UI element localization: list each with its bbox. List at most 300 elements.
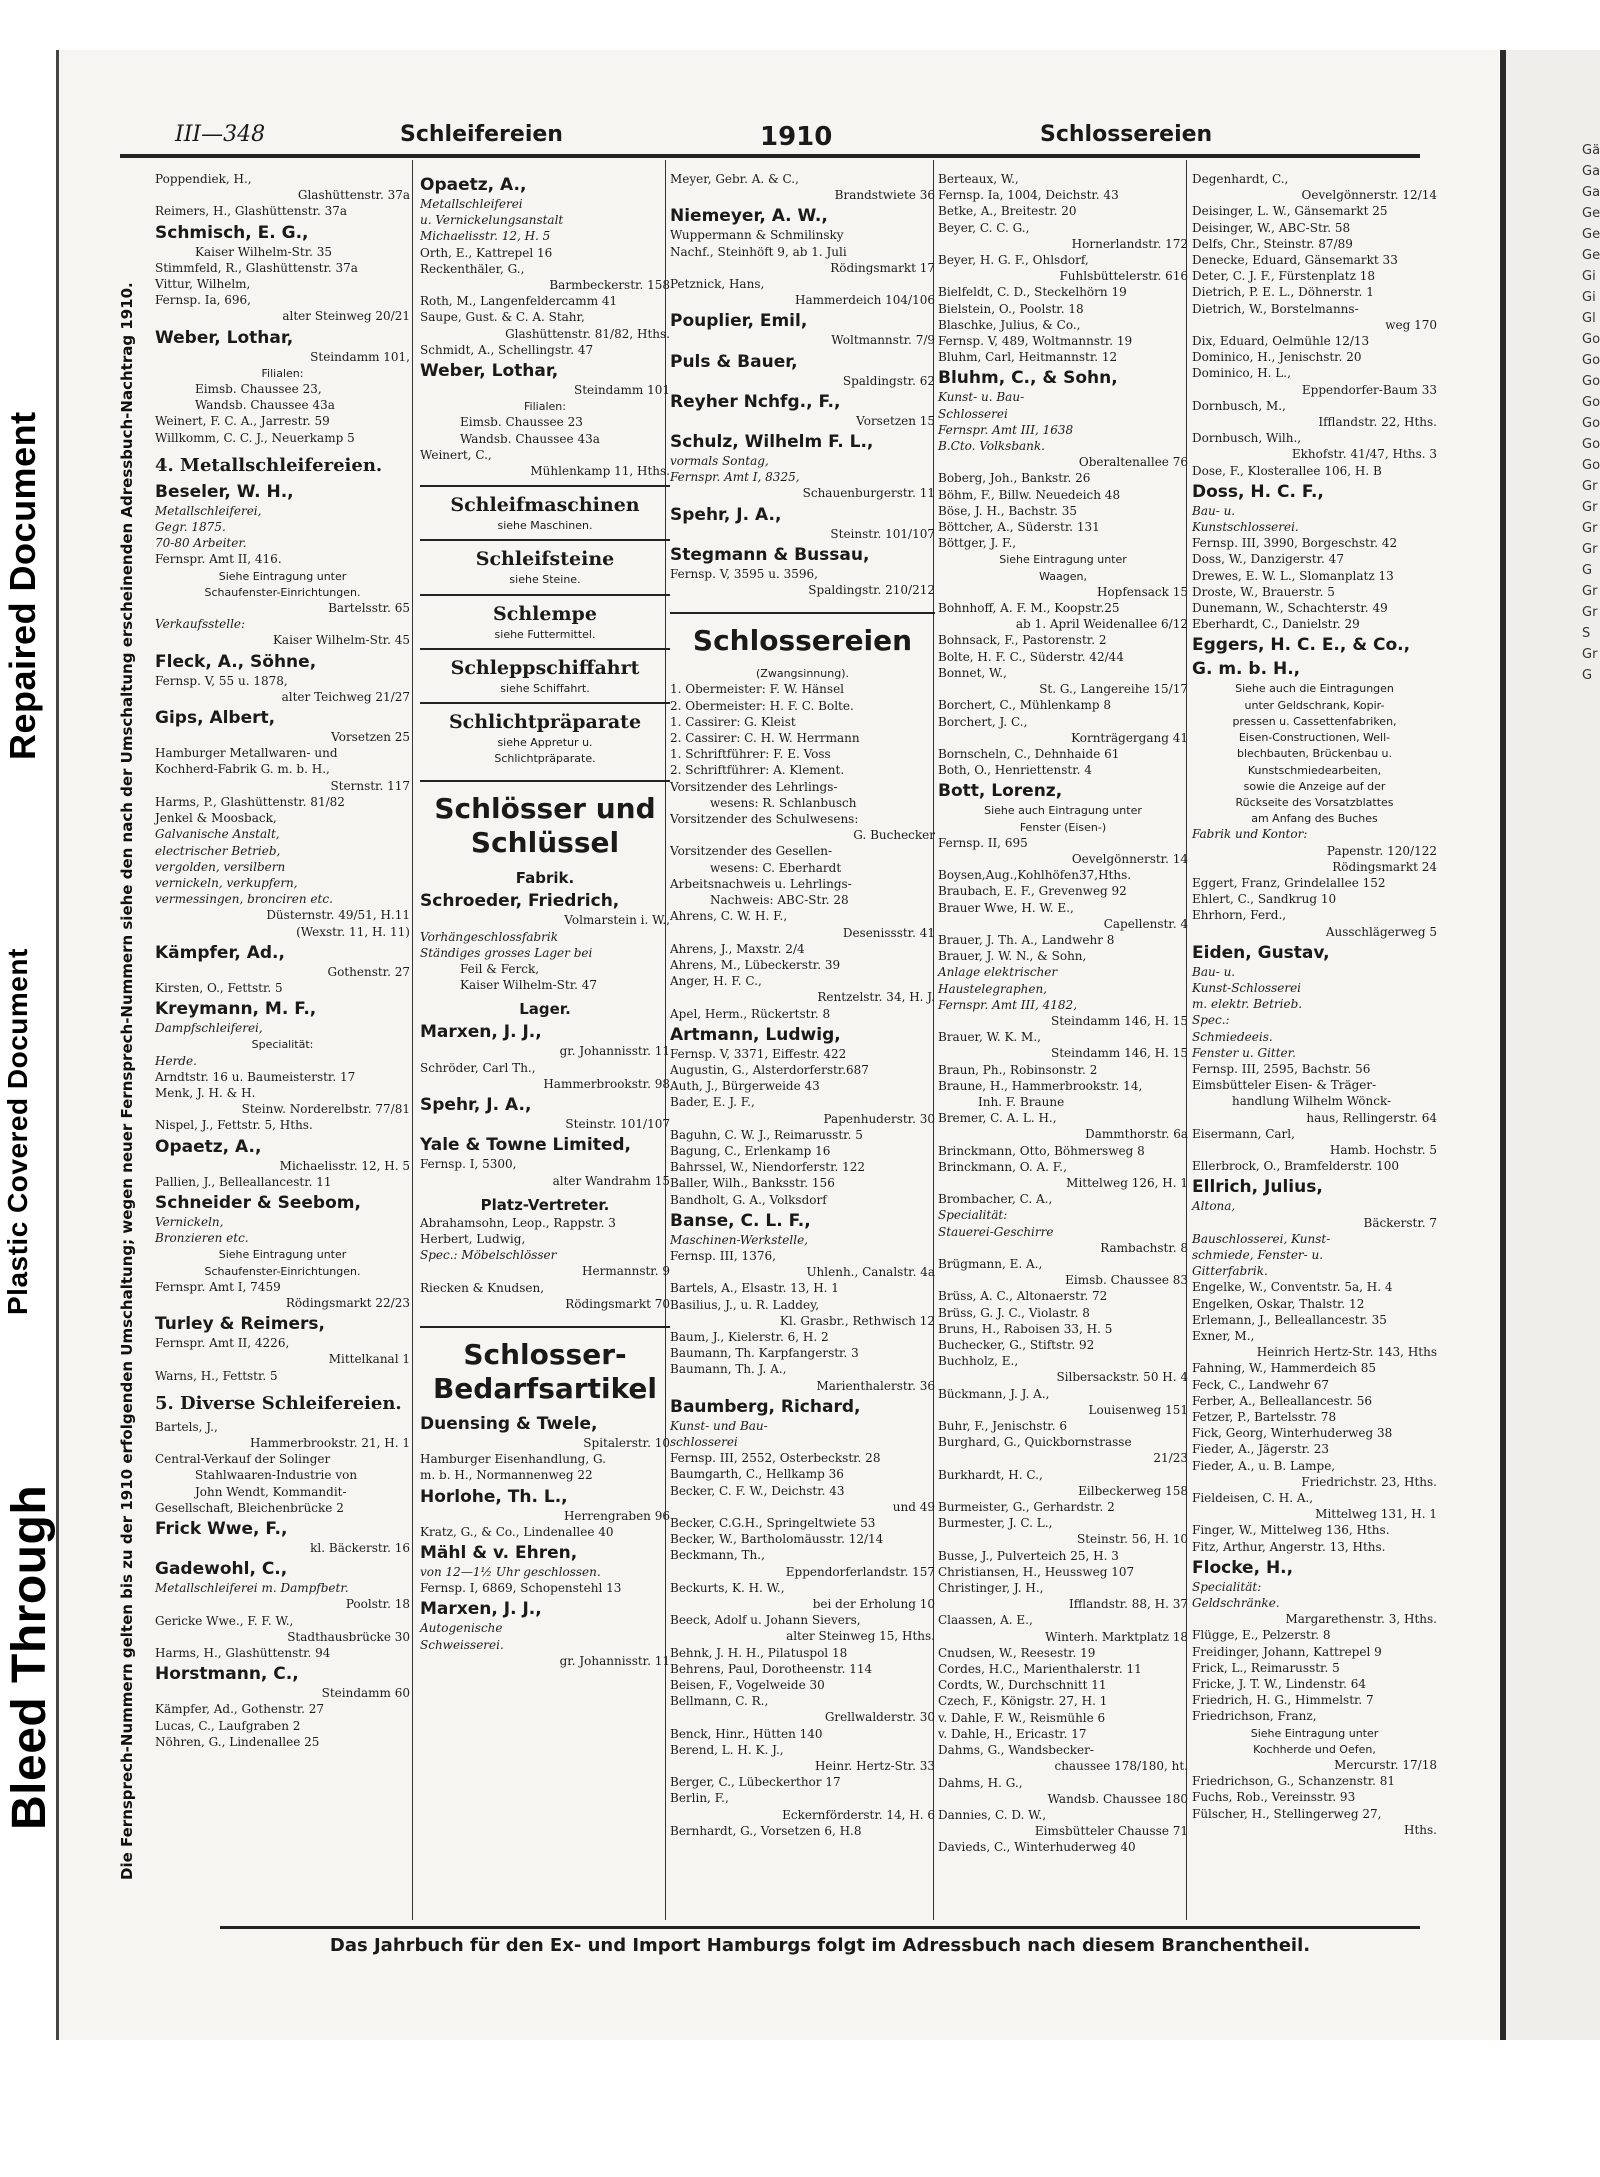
section-heading: Schleppschiffahrt [420,648,670,680]
directory-line: Bader, E. J. F., [670,1095,755,1110]
directory-line: Hammerdeich 104/106 [795,293,935,308]
directory-line: Buchecker, G., Stiftstr. 92 [938,1338,1095,1353]
vertical-side-note: Die Fernsprech-Nummern gelten bis zu der 1910 erfolgenden Umschaltung; wegen neuer Fernsprech-Nummern siehe den nach der Umschaltung erscheinenden Adressbuch-Nachtrag 1910. [118,282,136,1880]
directory-line: Feck, C., Landwehr 67 [1192,1377,1330,1392]
directory-line: Siehe auch die Eintragungen [1235,682,1394,696]
directory-line: Autogenische [420,1621,503,1636]
directory-line: Rückseite des Vorsatzblattes [1235,795,1394,809]
directory-line: 1. Schriftführer: F. E. Voss [670,747,831,762]
directory-line: Deter, C. J. F., Fürstenplatz 18 [1192,269,1375,284]
directory-line: Freidinger, Johann, Kattrepel 9 [1192,1644,1382,1659]
directory-line: Exner, M., [1192,1329,1255,1343]
directory-line: Metallschleiferei m. Dampfbetr. [155,1581,349,1596]
directory-line: Engelken, Oskar, Thalstr. 12 [1192,1296,1365,1311]
directory-line: 2. Cassirer: C. H. W. Herrmann [670,731,860,746]
directory-line: Stimmfeld, R., Glashüttenstr. 37a [155,260,358,275]
directory-entry-name: Bluhm, C., & Sohn, [938,368,1118,389]
section-heading: 4. Metallschleifereien. [155,454,383,476]
directory-line: Woltmannstr. 7/9 [831,333,935,348]
directory-line: Galvanische Anstalt, [155,827,280,842]
directory-line: Hammerbrookstr. 98 [543,1076,670,1091]
directory-line: Kratz, G., & Co., Lindenallee 40 [420,1524,614,1539]
directory-line: Erlemann, J., Belleallancestr. 35 [1192,1312,1387,1327]
directory-line: Siehe Eintragung unter [218,1248,347,1262]
directory-line: und 49 [892,1499,935,1514]
directory-line: pressen u. Cassettenfabriken, [1232,714,1397,728]
directory-line: Bau- u. [1192,503,1236,518]
directory-line: Metallschleiferei, [155,503,262,518]
directory-line: Volmarstein i. W., [564,913,670,928]
directory-line: Burmeister, G., Gerhardstr. 2 [938,1500,1115,1515]
directory-line: Orth, E., Kattrepel 16 [420,245,553,260]
directory-line: Kunstschmiedearbeiten, [1247,763,1382,777]
directory-entry-name: Schmisch, E. G., [155,222,309,243]
directory-line: Delfs, Chr., Steinstr. 87/89 [1192,236,1353,251]
header-right-title: Schlossereien [1040,122,1213,147]
directory-line: Kunstschlosserei. [1192,520,1299,535]
directory-line: B.Cto. Volksbank. [938,439,1045,454]
directory-line: Brauer, J. Th. A., Landwehr 8 [938,932,1115,947]
directory-line: Warns, H., Fettstr. 5 [155,1368,278,1383]
directory-line: Dominico, H., Jenischstr. 20 [1192,350,1362,365]
directory-line: Nachf., Steinhöft 9, ab 1. Juli [670,244,847,259]
directory-line: Marienthalerstr. 36 [816,1378,935,1393]
directory-line: Kaiser Wilhelm-Str. 47 [460,978,598,993]
directory-line: John Wendt, Kommandit- [195,1484,347,1499]
directory-entry-name: Fleck, A., Söhne, [155,651,317,672]
section-heading: Schlossereien [670,612,935,658]
section-heading: Platz-Vertreter. [480,1195,610,1214]
directory-line: Spaldingstr. 62 [842,373,935,388]
directory-line: Fuhlsbüttelerstr. 616 [1059,269,1188,284]
directory-line: Fieder, A., Jägerstr. 23 [1192,1442,1329,1457]
directory-line: Baumgarth, C., Hellkamp 36 [670,1467,844,1482]
directory-line: u. Vernickelungsanstalt [420,213,564,228]
directory-line: kl. Bäckerstr. 16 [310,1541,410,1555]
directory-line: Beckmann, Th., [670,1548,765,1563]
directory-line: Ekhofstr. 41/47, Hths. 3 [1291,447,1437,462]
page-footer: Das Jahrbuch für den Ex- und Import Hamburgs folgt im Adressbuch nach diesem Branchentheil. [220,1926,1420,1956]
directory-line: Berend, L. H. K. J., [670,1742,784,1757]
directory-line: Bagung, C., Erlenkamp 16 [670,1143,831,1158]
section-heading: Fabrik. [515,869,575,888]
directory-line: Stadthausbrücke 30 [287,1629,410,1644]
directory-line: Busse, J., Pulverteich 25, H. 3 [938,1548,1119,1563]
directory-line: Dammthorstr. 6a [1085,1127,1188,1142]
directory-line: Steindamm 101 [573,383,670,398]
directory-line: Bartels, A., Elsastr. 13, H. 1 [670,1281,839,1296]
directory-line: Bonnet, W., [938,665,1007,680]
page-header [120,120,1420,158]
directory-line: Blaschke, Julius, & Co., [938,317,1081,332]
directory-line: Kämpfer, Ad., Gothenstr. 27 [155,1702,325,1717]
directory-line: Bohnhoff, A. F. M., Koopstr.25 [938,601,1120,616]
directory-line: Spec.: [1192,1013,1230,1028]
directory-line: v. Dahle, F. W., Reismühle 6 [938,1710,1106,1725]
directory-line: Fenster u. Gitter. [1192,1045,1296,1060]
section-heading: Schleifmaschinen [420,485,670,517]
directory-entry-name: Marxen, J. J., [420,1022,542,1043]
directory-line: Steinstr. 56, H. 10 [1077,1532,1188,1547]
directory-line: Fabrik und Kontor: [1192,827,1308,842]
directory-line: Steinstr. 101/107 [830,526,935,541]
directory-line: sowie die Anzeige auf der [1243,779,1386,793]
directory-line: (Wexstr. 11, H. 11) [296,924,410,939]
directory-line: Kunst-Schlosserei [1192,980,1302,995]
directory-line: Harms, H., Glashüttenstr. 94 [155,1646,331,1661]
directory-line: Mittelweg 126, H. 1 [1066,1175,1188,1190]
directory-line: Borchert, C., Mühlenkamp 8 [938,698,1112,713]
directory-line: Fernsp. V, 489, Woltmannstr. 19 [938,334,1133,349]
directory-line: Schlosserei [938,406,1008,421]
directory-line: Hths. [1404,1822,1437,1837]
directory-line: Anger, H. F. C., [670,974,762,989]
column-3 [670,172,935,1840]
directory-entry-name: Horlohe, Th. L., [420,1486,568,1507]
label-repaired-document: Repaired Document [2,411,43,760]
directory-line: Bremer, C. A. L. H., [938,1111,1057,1126]
directory-line: Brauer Wwe, H. W. E., [938,900,1074,915]
directory-line: Saupe, Gust. & C. A. Stahr, [420,310,585,325]
directory-line: Specialität: [1192,1579,1262,1594]
directory-line: Beyer, C. C. G., [938,220,1030,235]
directory-line: Gegr. 1875. [155,520,226,535]
directory-line: Eimsbütteler Chausse 71 [1034,1824,1188,1839]
directory-line: Ferber, A., Belleallancestr. 56 [1192,1393,1372,1408]
directory-line: Fülscher, H., Stellingerweg 27, [1192,1806,1382,1821]
directory-line: Behrens, Paul, Dorotheenstr. 114 [670,1661,873,1676]
directory-line: Boysen,Aug.,Kohlhöfen37,Hths. [938,868,1132,883]
directory-line: chaussee 178/180, ht. [1054,1759,1188,1774]
directory-line: Sternstr. 117 [330,778,410,793]
directory-line: Dunemann, W., Schachterstr. 49 [1192,601,1388,616]
directory-line: Dannies, C. D. W., [938,1807,1047,1822]
directory-line: Kaiser Wilhelm-Str. 35 [195,244,333,259]
directory-line: Fitz, Arthur, Angerstr. 13, Hths. [1192,1539,1386,1554]
directory-line: Basilius, J., u. R. Laddey, [670,1297,820,1312]
directory-line: Vernickeln, [155,1214,224,1229]
directory-line: Filialen: [524,400,566,414]
directory-line: Fernsp. III, 2552, Osterbeckstr. 28 [670,1451,881,1466]
directory-line: 21/23 [1153,1451,1188,1466]
directory-entry-name: Doss, H. C. F., [1192,481,1324,502]
directory-line: Schaufenster-Einrichtungen. [204,1264,361,1278]
directory-line: Behnk, J. H. H., Pilatuspol 18 [670,1645,848,1660]
directory-line: Ifflandstr. 22, Hths. [1318,415,1437,430]
column-1 [155,172,410,1751]
directory-line: Abrahamsohn, Leop., Rappstr. 3 [420,1215,616,1230]
directory-line: Dominico, H. L., [1192,366,1291,381]
section-heading: Schlosser-Bedarfsartikel [420,1326,670,1406]
directory-entry-name: Opaetz, A., [420,175,527,195]
directory-line: Fieder, A., u. B. Lampe, [1192,1458,1336,1473]
directory-line: Dix, Eduard, Oelmühle 12/13 [1192,334,1370,349]
directory-line: Ahrens, M., Lübeckerstr. 39 [670,957,841,972]
directory-entry-name: Baumberg, Richard, [670,1396,861,1417]
directory-line: Fernspr. Amt III, 4182, [938,997,1078,1012]
directory-line: Betke, A., Breitestr. 20 [938,204,1077,219]
directory-line: Fahning, W., Hammerdeich 85 [1192,1361,1377,1376]
directory-line: Fernsp. Ia, 696, [155,293,251,308]
directory-line: Vorsitzender des Schulwesens: [670,812,859,827]
directory-line: Ifflandstr. 88, H. 37 [1069,1597,1188,1612]
directory-line: vernickeln, verkupfern, [155,875,298,890]
directory-line: Brüss, A. C., Altonaerstr. 72 [938,1289,1108,1304]
directory-entry-name: Mähl & v. Ehren, [420,1542,578,1563]
directory-line: Cordts, W., Durchschnitt 11 [938,1678,1107,1693]
directory-line: Steinstr. 101/107 [565,1117,670,1132]
directory-line: G. Buchecker [853,828,935,843]
directory-line: Winterh. Marktplatz 18 [1045,1629,1188,1644]
directory-line: Schmidt, A., Schellingstr. 47 [420,342,594,357]
directory-line: Petznick, Hans, [670,277,765,292]
directory-line: vermessingen, bronciren etc. [155,892,333,907]
directory-line: Brombacher, C. A., [938,1192,1053,1207]
directory-line: Kunst- u. Bau- [938,390,1025,405]
directory-line: Kirsten, O., Fettstr. 5 [155,980,283,995]
directory-line: Hammerbrookstr. 21, H. 1 [249,1435,410,1450]
directory-line: Fernspr. Amt II, 416. [155,552,282,567]
directory-line: Verkaufsstelle: [155,617,246,632]
directory-line: Bernhardt, G., Vorsetzen 6, H.8 [670,1823,862,1838]
directory-line: Uhlenh., Canalstr. 4a [806,1265,935,1280]
directory-line: Fieldeisen, C. H. A., [1192,1491,1314,1506]
directory-line: Bahrssel, W., Niendorferstr. 122 [670,1160,866,1175]
directory-line: Jenkel & Moosback, [155,811,277,826]
directory-line: Apel, Herm., Rückertstr. 8 [670,1006,831,1021]
directory-line: Fernsp. III, 2595, Bachstr. 56 [1192,1061,1371,1076]
directory-line: vormals Sontag, [670,454,769,469]
directory-line: Rambachstr. 8 [1100,1240,1188,1255]
directory-line: Cordes, H.C., Marienthalerstr. 11 [938,1662,1142,1677]
label-plastic-covered-document: Plastic Covered Document [2,948,33,1315]
directory-line: Papenstr. 120/122 [1326,843,1437,858]
directory-line: siehe Maschinen. [497,519,593,533]
directory-line: Fernspr. Amt I, 8325, [670,470,800,485]
directory-line: Fernspr. Amt III, 1638 [938,422,1074,437]
directory-line: Siehe Eintragung unter [999,553,1127,567]
directory-line: Specialität: [251,1038,314,1052]
directory-line: Fernsp. II, 695 [938,835,1028,850]
directory-line: gr. Johannisstr. 11 [559,1044,670,1059]
directory-line: Eggert, Franz, Grindelallee 152 [1192,875,1386,890]
directory-line: 2. Obermeister: H. F. C. Bolte. [670,698,854,713]
section-heading: Lager. [519,1000,571,1019]
directory-line: Claassen, A. E., [938,1613,1033,1628]
directory-line: Papenhuderstr. 30 [823,1111,935,1126]
column-5 [1192,172,1437,1839]
directory-line: am Anfang des Buches [1251,812,1378,826]
directory-entry-name: Turley & Reimers, [155,1314,325,1335]
directory-line: Schmiedeeis. [1192,1029,1273,1044]
directory-line: Becker, C. F. W., Deichstr. 43 [670,1483,845,1498]
directory-line: Schauenburgerstr. 11 [802,486,935,501]
directory-line: Rödingsmarkt 17 [830,260,935,275]
directory-line: Böse, J. H., Bachstr. 35 [938,503,1078,518]
directory-line: Dose, F., Klosterallee 106, H. B [1192,463,1382,478]
directory-line: Becker, C.G.H., Springeltwiete 53 [670,1516,876,1530]
directory-line: Arndtstr. 16 u. Baumeisterstr. 17 [155,1069,356,1084]
directory-line: siehe Futtermittel. [494,627,596,641]
directory-line: Buchholz, E., [938,1354,1019,1369]
directory-line: St. G., Langereihe 15/17 [1039,682,1188,697]
directory-line: ab 1. April Weidenallee 6/12 [1015,617,1188,632]
directory-line: Ausschlägerweg 5 [1325,924,1437,939]
section-heading: Schlichtpräparate [420,702,670,734]
directory-line: Vorsetzen 15 [856,413,935,428]
directory-line: Margarethenstr. 3, Hths. [1285,1612,1437,1627]
directory-line: Braune, H., Hammerbrookstr. 14, [938,1078,1143,1093]
directory-line: Vorsetzen 25 [331,730,410,745]
directory-line: Filialen: [261,366,304,380]
directory-line: Fernspr. Amt I, 7459 [155,1279,281,1294]
directory-line: Beeck, Adolf u. Johann Sievers, [670,1613,861,1628]
directory-line: Heinrich Hertz-Str. 143, Hths [1256,1345,1437,1360]
directory-line: siehe Steine. [509,573,581,587]
directory-line: Wuppermann & Schmilinsky [670,228,844,243]
directory-line: (Zwangsinnung). [756,667,849,681]
directory-line: Gothenstr. 27 [327,964,410,979]
directory-line: Herde. [155,1053,197,1068]
directory-line: Beckurts, K. H. W., [670,1580,785,1595]
directory-line: Böttcher, A., Süderstr. 131 [938,520,1100,535]
directory-line: Hamburger Eisenhandlung, G. [420,1452,606,1467]
directory-line: Spitalerstr. 10 [583,1435,670,1450]
directory-entry-name: Kreymann, M. F., [155,999,317,1020]
directory-line: Baguhn, C. W. J., Reimarusstr. 5 [670,1127,863,1142]
directory-line: Eimsbütteler Eisen- & Träger- [1192,1078,1377,1093]
next-page-edge-text: Gä Ga Ga Ge Ge Ge Gi Gi Gl Go Go Go Go Go Go Go Gr Gr Gr Gr G Gr Gr S Gr G [1582,143,1600,683]
directory-line: Spaldingstr. 210/212 [808,583,935,598]
directory-entry-name: Horstmann, C., [155,1664,299,1685]
directory-line: Bandholt, G. A., Volksdorf [670,1192,827,1207]
directory-line: Deisinger, L. W., Gänsemarkt 25 [1192,204,1388,219]
directory-line: 1. Obermeister: F. W. Hänsel [670,682,845,697]
directory-line: Fenster (Eisen-) [1019,820,1107,834]
directory-entry-name: Opaetz, A., [155,1136,262,1157]
directory-line: Flügge, E., Pelzerstr. 8 [1192,1628,1331,1643]
directory-line: Bluhm, Carl, Heitmannstr. 12 [938,350,1118,365]
directory-line: alter Steinweg 15, Hths. [786,1629,935,1644]
directory-line: Fernsp. I, 5300, [420,1157,517,1172]
directory-line: Drewes, E. W. L., Slomanplatz 13 [1192,568,1394,583]
directory-line: Nöhren, G., Lindenallee 25 [155,1734,320,1749]
directory-line: Gericke Wwe., F. F. W., [155,1613,294,1628]
directory-line: Menk, J. H. & H. [155,1085,256,1100]
directory-entry-name: Frick Wwe, F., [155,1519,288,1539]
directory-line: Maschinen-Werkstelle, [670,1232,808,1247]
directory-line: Friedrichstr. 23, Hths. [1301,1474,1437,1489]
directory-line: Friedrichson, Franz, [1192,1709,1317,1724]
directory-line: Becker, W., Bartholomäusstr. 12/14 [670,1532,884,1547]
directory-line: Vorsitzender des Lehrlings- [670,779,838,794]
directory-line: Bau- u. [1192,964,1236,979]
directory-line: Arbeitsnachweis u. Lehrlings- [670,876,852,891]
directory-line: Eimsb. Chaussee 83 [1065,1273,1188,1288]
header-year: 1910 [760,122,833,152]
directory-line: Boberg, Joh., Bankstr. 26 [938,471,1091,486]
directory-line: Bolte, H. F. C., Süderstr. 42/44 [938,649,1124,664]
directory-line: Central-Verkauf der Solinger [155,1452,331,1467]
directory-entry-name: Reyher Nchfg., F., [670,391,841,412]
directory-line: Dornbusch, M., [1192,398,1286,413]
directory-line: Ehlert, C., Sandkrug 10 [1192,892,1337,907]
directory-line: Christiansen, H., Heussweg 107 [938,1564,1135,1579]
directory-line: Benck, Hinr., Hütten 140 [670,1726,823,1741]
directory-line: alter Steinweg 20/21 [282,309,410,324]
directory-line: Ellerbrock, O., Bramfelderstr. 100 [1192,1159,1400,1174]
directory-line: v. Dahle, H., Ericastr. 17 [938,1726,1087,1741]
directory-entry-name: Spehr, J. A., [670,504,782,525]
directory-entry-name: Pouplier, Emil, [670,311,808,332]
directory-line: Braun, Ph., Robinsonstr. 2 [938,1062,1098,1077]
directory-entry-name: Yale & Towne Limited, [420,1135,631,1156]
directory-line: Cnudsen, W., Reesestr. 19 [938,1645,1096,1660]
directory-line: Silbersackstr. 50 H. 4 [1056,1370,1188,1385]
directory-line: Siehe Eintragung unter [1250,1726,1379,1740]
directory-line: Nispel, J., Fettstr. 5, Hths. [155,1118,313,1133]
directory-line: Berlin, F., [670,1791,729,1806]
directory-line: Rödingsmarkt 24 [1332,859,1437,874]
directory-line: Steindamm 101, [310,349,410,364]
directory-line: Lucas, C., Laufgraben 2 [155,1718,301,1733]
directory-line: electrischer Betrieb, [155,843,281,858]
directory-entry-name: Kämpfer, Ad., [155,942,285,963]
directory-line: Weinert, C., [420,447,492,462]
directory-line: Baumann, Th. Karpfangerstr. 3 [670,1346,859,1361]
section-heading: Schleifsteine [420,539,670,571]
directory-line: Bohnsack, F., Pastorenstr. 2 [938,633,1107,648]
directory-line: Eimsb. Chaussee 23, [195,382,322,397]
directory-line: Barmbeckerstr. 158 [549,278,670,293]
section-heading: Schlösser und Schlüssel [420,780,670,860]
directory-line: Eckernförderstr. 14, H. 6 [782,1807,935,1822]
directory-line: Louisenweg 151 [1088,1402,1188,1417]
directory-line: Christinger, J. H., [938,1581,1044,1596]
directory-line: Böttger, J. F., [938,536,1017,551]
directory-line: Wandsb. Chaussee 43a [460,431,600,446]
directory-line: 1. Cassirer: G. Kleist [670,714,796,729]
directory-line: Augustin, G., Alsterdorferstr.687 [670,1062,869,1077]
directory-line: Fernsp. Ia, 1004, Deichstr. 43 [938,188,1119,203]
directory-line: Baller, Wilh., Banksstr. 156 [670,1176,835,1191]
directory-line: Weinert, F. C. A., Jarrestr. 59 [155,414,330,429]
directory-line: bei der Erholung 10 [812,1597,935,1612]
directory-entry-name: Bott, Lorenz, [938,781,1063,802]
directory-line: Altona, [1192,1199,1236,1214]
label-bleed-through: Bleed Through [3,1484,56,1830]
directory-entry-name: Marxen, J. J., [420,1599,542,1620]
directory-line: Vorhängeschlossfabrik [420,929,559,944]
directory-entry-name: Banse, C. L. F., [670,1210,811,1231]
directory-line: Berger, C., Lübeckerthor 17 [670,1775,841,1790]
directory-line: Brüss, G. J. C., Violastr. 8 [938,1305,1090,1320]
directory-line: Roth, M., Langenfeldercamm 41 [420,294,618,309]
directory-line: 2. Schriftführer: A. Klement. [670,763,845,778]
directory-line: Siehe auch Eintragung unter [984,804,1142,818]
directory-line: m. elektr. Betrieb. [1192,997,1303,1012]
directory-line: Dahms, H. G., [938,1775,1023,1790]
directory-line: siehe Schiffahrt. [500,681,590,695]
directory-line: Frick, L., Reimarusstr. 5 [1192,1660,1340,1675]
directory-line: Kochherde und Oefen, [1253,1742,1376,1756]
directory-line: Ahrens, J., Maxstr. 2/4 [670,941,805,956]
directory-line: Düsternstr. 49/51, H.11 [266,908,410,923]
directory-line: Dahms, G., Wandsbecker- [938,1743,1094,1758]
directory-line: Fetzer, P., Bartelsstr. 78 [1192,1410,1337,1425]
directory-line: Eisen-Constructionen, Well- [1238,731,1391,745]
directory-line: Fernsp. III, 1376, [670,1248,776,1263]
